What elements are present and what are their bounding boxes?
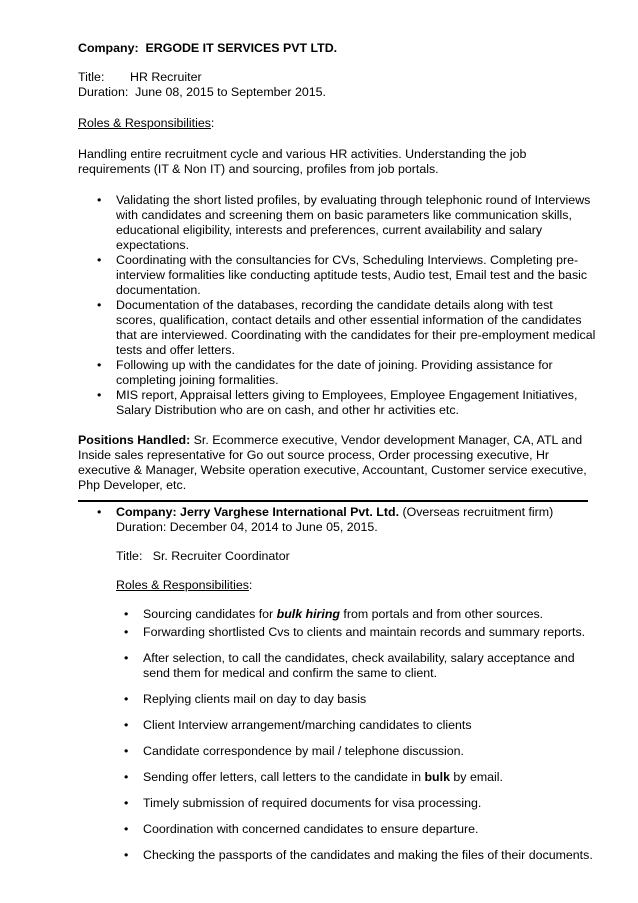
list-item xyxy=(116,796,596,811)
list-item xyxy=(78,253,596,298)
list-item-text: After selection, to call the candidates, check availability, salary acceptance and send them for medical and confirm the same to client. xyxy=(143,651,575,680)
bullet-icon: • xyxy=(124,651,129,665)
list-item-text: Sending offer letters, call letters to the candidate in xyxy=(143,770,425,784)
bullet-icon: • xyxy=(124,796,129,810)
bullet-icon: • xyxy=(97,193,102,207)
job2-title-value: Sr. Recruiter Coordinator xyxy=(152,549,290,563)
list-item xyxy=(116,651,596,681)
list-item-text: by email. xyxy=(449,770,503,784)
positions-paragraph xyxy=(78,433,596,493)
bullet-icon: • xyxy=(124,744,129,758)
list-item xyxy=(116,770,596,785)
job2-company-name: Jerry Varghese International Pvt. Ltd. xyxy=(180,505,400,519)
roles-colon: : xyxy=(210,116,215,130)
bulk-emphasis: bulk xyxy=(424,770,450,784)
duration-label: Duration: xyxy=(78,85,129,99)
job2-title-row xyxy=(116,549,596,564)
list-item-text: Candidate correspondence by mail / telephone discussion. xyxy=(143,744,464,758)
company-heading xyxy=(78,41,596,56)
bullet-icon: • xyxy=(124,770,129,784)
job2-roles-colon: : xyxy=(248,578,253,592)
job2-responsibilities-list xyxy=(116,607,596,863)
bullet-icon: • xyxy=(124,718,129,732)
list-item xyxy=(78,193,596,253)
bullet-icon: • xyxy=(124,607,129,621)
job2-title-label: Title: xyxy=(116,549,143,563)
list-item-text: Replying clients mail on day to day basis xyxy=(143,692,367,706)
job2-roles-heading-text: Roles & Responsibilities xyxy=(116,578,249,592)
job2-company-note: (Overseas recruitment firm) Duration: December 04, 2014 to June 05, 2015. xyxy=(116,505,554,534)
company-name: ERGODE IT SERVICES PVT LTD. xyxy=(145,41,338,55)
list-item-text: Sourcing candidates for xyxy=(143,607,277,621)
title-row xyxy=(78,70,596,85)
section-divider xyxy=(78,500,588,502)
positions-label: Positions Handled: xyxy=(78,433,191,447)
list-item xyxy=(116,744,596,759)
job2-company-label: Company: xyxy=(116,505,177,519)
list-item-text: Validating the short listed profiles, by evaluating through telephonic round of Interviews with candidates and screening them on basic parameters like communication skills, educational eligibility, interests and preferences, current availability and salary expectations. xyxy=(116,193,591,252)
list-item xyxy=(116,848,596,863)
list-item xyxy=(116,718,596,733)
bullet-icon: • xyxy=(124,822,129,836)
list-item-text: Following up with the candidates for the date of joining. Providing assistance for completing joining formalities. xyxy=(116,358,553,387)
list-item-text: Coordination with concerned candidates to ensure departure. xyxy=(143,822,479,836)
list-item-text: Client Interview arrangement/marching candidates to clients xyxy=(143,718,472,732)
list-item-text: Forwarding shortlisted Cvs to clients and maintain records and summary reports. xyxy=(143,625,586,639)
responsibilities-list xyxy=(78,193,596,418)
bullet-icon: • xyxy=(97,298,102,312)
company-label: Company: xyxy=(78,41,139,55)
bullet-icon: • xyxy=(97,358,102,372)
job2-roles-heading xyxy=(116,578,596,593)
list-item xyxy=(116,692,596,707)
list-item-text: MIS report, Appraisal letters giving to Employees, Employee Engagement Initiatives, Salary Distribution who are on cash, and other hr activities etc. xyxy=(116,388,578,417)
list-item xyxy=(116,625,596,640)
duration-row xyxy=(78,85,596,100)
bullet-icon: • xyxy=(97,388,102,402)
list-item-text: from portals and from other sources. xyxy=(339,607,544,621)
bullet-icon: • xyxy=(97,253,102,267)
list-item xyxy=(116,607,596,622)
job2-section xyxy=(78,505,596,863)
list-item-text: Coordinating with the consultancies for CVs, Scheduling Interviews. Completing pre-interview formalities like conducting aptitude tests, Audio test, Email test and the basic documentation. xyxy=(116,253,588,297)
intro-paragraph: Handling entire recruitment cycle and various HR activities. Understanding the job requirements (IT & Non IT) and sourcing, profiles from job portals. xyxy=(78,147,527,176)
roles-heading xyxy=(78,116,596,131)
job2-company-line xyxy=(116,505,596,535)
bullet-icon: • xyxy=(124,848,129,862)
bullet-icon: • xyxy=(124,625,129,639)
resume-page xyxy=(78,41,596,863)
list-item xyxy=(116,822,596,837)
list-item-text: Checking the passports of the candidates and making the files of their documents. xyxy=(143,848,593,862)
bullet-icon: • xyxy=(97,505,102,519)
list-item-text: Timely submission of required documents for visa processing. xyxy=(143,796,482,810)
roles-heading-text: Roles & Responsibilities xyxy=(78,116,211,130)
positions-text: Sr. Ecommerce executive, Vendor development Manager, CA, ATL and Inside sales representative for Go out source process, Order processing executive, Hr executive & Manager, Website operation executive, Accountant, Customer service executive, Php Developer, etc. xyxy=(78,433,587,492)
title-value: HR Recruiter xyxy=(130,70,202,84)
list-item-text: Documentation of the databases, recording the candidate details along with test scores, qualification, contact details and other essential information of the candidates that are interviewed. Coordinating with the candidates for their pre-employment medical tests and offer letters. xyxy=(116,298,596,357)
bullet-icon: • xyxy=(124,692,129,706)
list-item xyxy=(78,298,596,358)
list-item xyxy=(78,358,596,388)
bulk-hiring-emphasis: bulk hiring xyxy=(276,607,340,621)
duration-value: June 08, 2015 to September 2015. xyxy=(135,85,326,99)
list-item xyxy=(78,388,596,418)
title-label: Title: xyxy=(78,70,105,84)
